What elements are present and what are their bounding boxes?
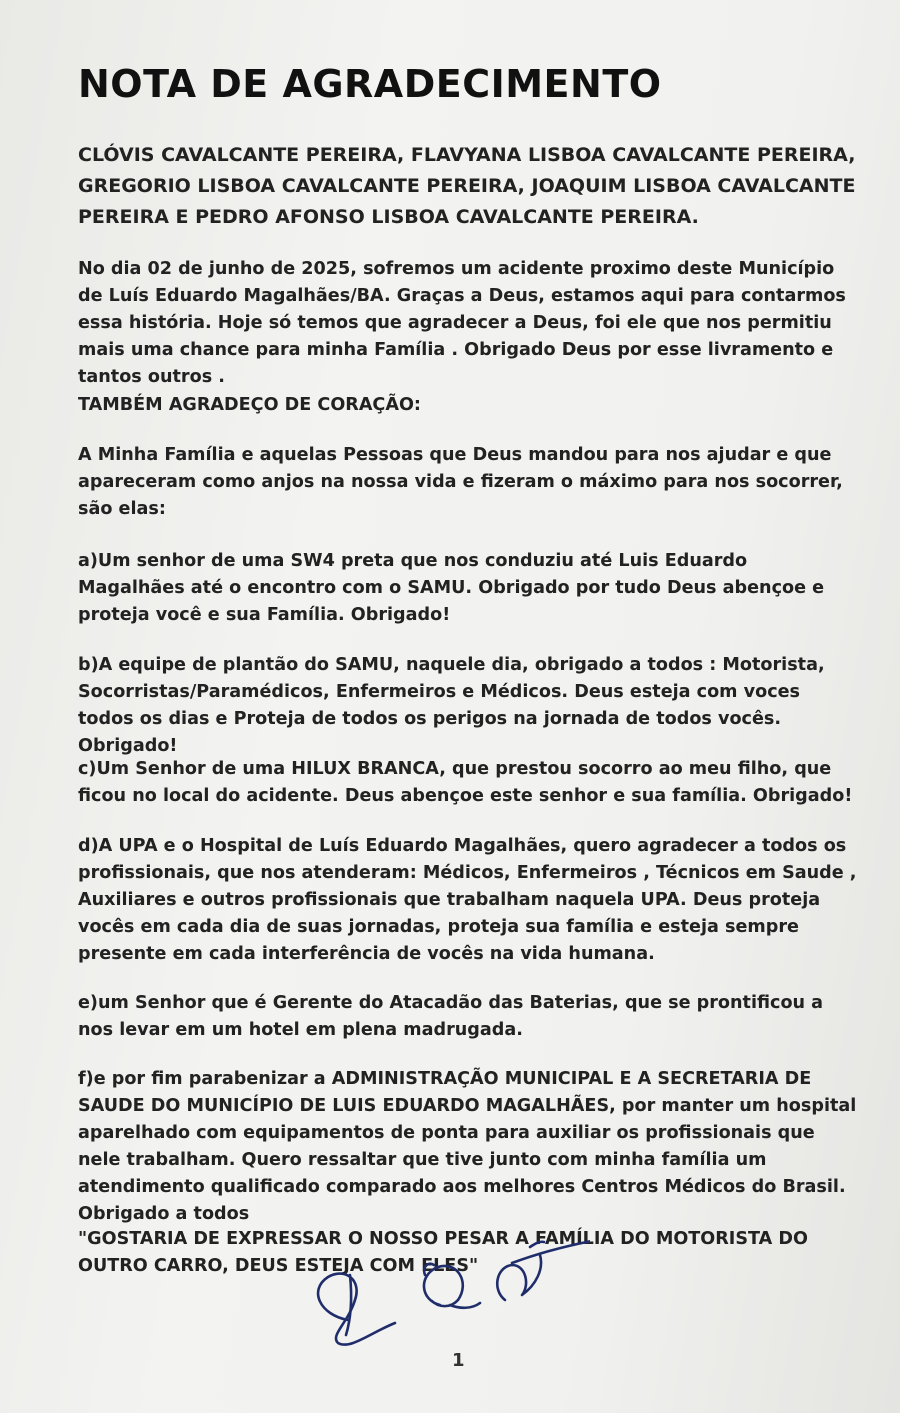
thanks-item-f: f)e por fim parabenizar a ADMINISTRAÇÃO MUNICIPAL E A SECRETARIA DE SAUDE DO MUNICÍPIO DE LUIS EDUARDO MAGALHÃES, por manter um hospital aparelhado com equipamentos de ponta para auxiliar os profissionais que nele trabalham. Quero ressaltar que tive junto com minha família um atendimento qualificado comparado aos melhores Centros Médicos do Brasil. Obrigado a todos: [78, 1069, 857, 1224]
thanks-item-c: c)Um Senhor de uma HILUX BRANCA, que prestou socorro ao meu filho, que ficou no local do acidente. Deus abençoe este senhor e sua família. Obrigado!: [78, 759, 853, 806]
thanks-item-b: b)A equipe de plantão do SAMU, naquele dia, obrigado a todos : Motorista, Socorristas/Paramédicos, Enfermeiros e Médicos. Deus esteja com voces todos os dias e Proteja de todos os perigos na jornada de todos vocês. Obrigado!: [78, 655, 825, 756]
closing-quote: "GOSTARIA DE EXPRESSAR O NOSSO PESAR A FAMÍLIA DO MOTORISTA DO OUTRO CARRO, DEUS ESTEJA COM ELES": [78, 1229, 808, 1276]
page-number: 1: [452, 1350, 465, 1371]
thanks-heading: TAMBÉM AGRADEÇO DE CORAÇÃO:: [78, 395, 421, 415]
names-paragraph: CLÓVIS CAVALCANTE PEREIRA, FLAVYANA LISBOA CAVALCANTE PEREIRA, GREGORIO LISBOA CAVALCANTE PEREIRA, JOAQUIM LISBOA CAVALCANTE PEREIRA E PEDRO AFONSO LISBOA CAVALCANTE PEREIRA.: [78, 144, 856, 228]
family-paragraph: A Minha Família e aquelas Pessoas que Deus mandou para nos ajudar e que apareceram como anjos na nossa vida e fizeram o máximo para nos socorrer, são elas:: [78, 445, 843, 519]
thanks-item-d: d)A UPA e o Hospital de Luís Eduardo Magalhães, quero agradecer a todos os profissionais, que nos atenderam: Médicos, Enfermeiros , Técnicos em Saude , Auxiliares e outros profissionais que trabalham naquela UPA. Deus proteja vocês em cada dia de suas jornadas, proteja sua família e esteja sempre presente em cada interferência de vocês na vida humana.: [78, 836, 857, 964]
thanks-item-a: a)Um senhor de uma SW4 preta que nos conduziu até Luis Eduardo Magalhães até o encontro com o SAMU. Obrigado por tudo Deus abençoe e proteja você e sua Família. Obrigado!: [78, 551, 825, 625]
intro-paragraph: No dia 02 de junho de 2025, sofremos um acidente proximo deste Município de Luís Eduardo Magalhães/BA. Graças a Deus, estamos aqui para contarmos essa história. Hoje só temos que agradecer a Deus, foi ele que nos permitiu mais uma chance para minha Família . Obrigado Deus por esse livramento e tantos outros .: [78, 259, 846, 387]
thanks-item-e: e)um Senhor que é Gerente do Atacadão das Baterias, que se prontificou a nos levar em um hotel em plena madrugada.: [78, 993, 824, 1040]
handwritten-signature: [300, 1205, 590, 1355]
document-title: NOTA DE AGRADECIMENTO: [78, 62, 662, 106]
